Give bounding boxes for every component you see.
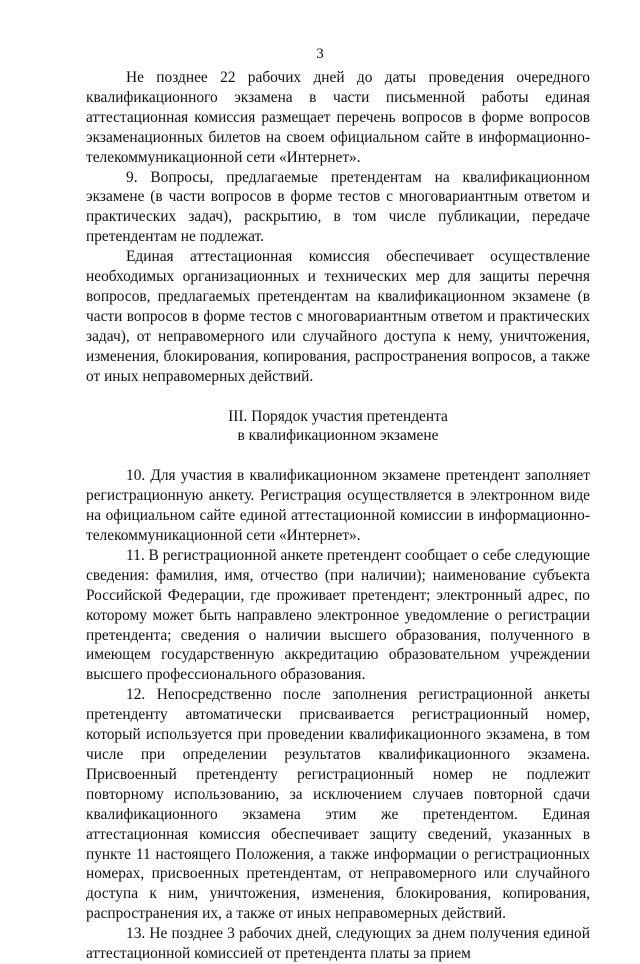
paragraph-9-protection: Единая аттестационная комиссия обеспечивает осуществление необходимых организационных и технических мер для защиты перечня вопросов, предлагаемых претендентам на квалификационном экзамене (в части вопросов в форме тестов с многовариантным ответом и практических задач), от неправомерного или случайного доступа к нему, уничтожения, изменения, блокирования, копирования, распространения вопросов, а также от иных неправомерных действий. [86,248,590,385]
section-heading-line-1: III. Порядок участия претендента [228,407,448,425]
paragraph-13: 13. Не позднее 3 рабочих дней, следующих за днем получения единой аттестационной комиссией от претендента платы за прием [86,925,590,963]
document-body [86,68,590,964]
paragraph-11: 11. В регистрационной анкете претендент сообщает о себе следующие сведения: фамилия, имя, отчество (при наличии); наименование субъекта Российской Федерации, где проживает претендент; электронный адрес, по которому может быть направлено электронное уведомление о регистрации претендента; сведения о наличии высшего образования, полученного в имеющем государственную аккредитацию образовательном учреждении высшего профессионального образования. [86,546,590,684]
paragraph-10: 10. Для участия в квалификационном экзамене претендент заполняет регистрационную анкету. Регистрация осуществляется в электронном виде на официальном сайте единой аттестационной комиссии в информационно-телекоммуникационной сети «Интернет». [86,467,590,545]
paragraph-9: 9. Вопросы, предлагаемые претендентам на квалификационном экзамене (в части вопросов в форме тестов с многовариантным ответом и практических задач), раскрытию, в том числе публикации, передаче претендентам не подлежат. [86,168,590,246]
section-heading-line-2: в квалификационном экзамене [237,427,439,445]
paragraph-exam-questions-publication: Не позднее 22 рабочих дней до даты проведения очередного квалификационного экзамена в части письменной работы единая аттестационная комиссия размещает перечень вопросов в форме вопросов экзаменационных билетов на своем официальном сайте в информационно-телекоммуникационной сети «Интернет». [86,69,590,166]
page-number: 3 [316,46,324,62]
paragraph-12: 12. Непосредственно после заполнения регистрационной анкеты претенденту автоматически присваивается регистрационный номер, который используется при проведении квалификационного экзамена, в том числе при определении результатов квалификационного экзамена. Присвоенный претенденту регистрационный номер не подлежит повторному использованию, за исключением случаев повторной сдачи квалификационного экзамена этим же претендентом. Единая аттестационная комиссия обеспечивает защиту сведений, указанных в пункте 11 настоящего Положения, а также информации о регистрационных номерах, присвоенных претендентам, от неправомерного или случайного доступа к ним, уничтожения, изменения, блокирования, копирования, распространения их, а также от иных неправомерных действий. [86,686,590,923]
